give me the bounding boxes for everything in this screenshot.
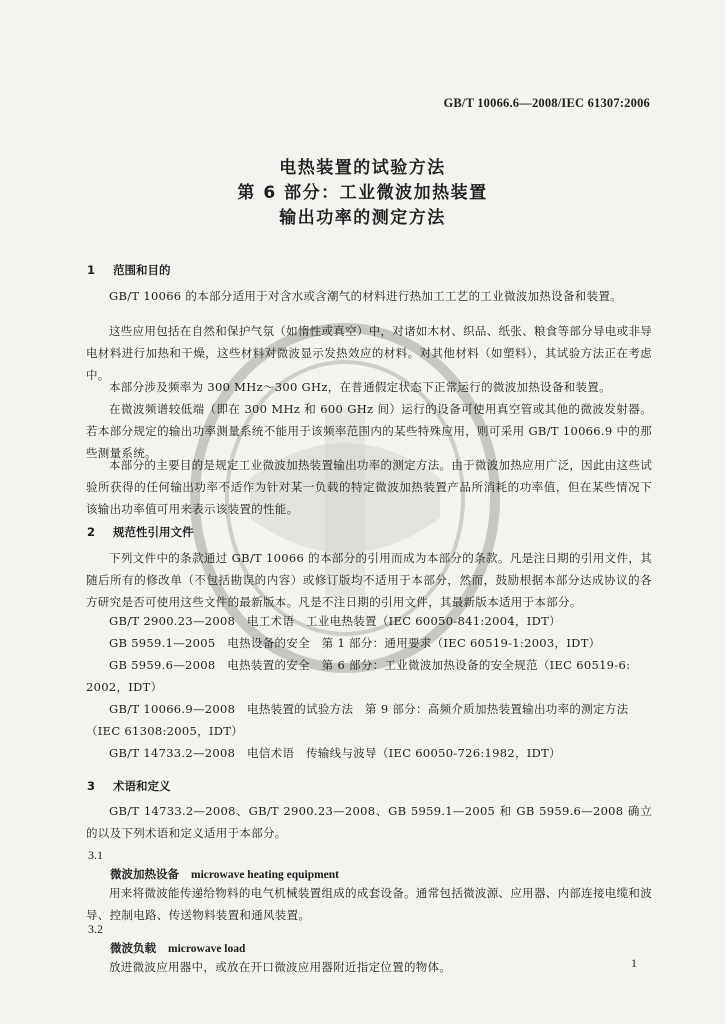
section-2-heading (87, 524, 194, 540)
section-title: 范围和目的 (113, 263, 171, 277)
paragraph: GB/T 10066 的本部分适用于对含水或含潮气的材料进行热加工工艺的工业微波加热设备和装置。 (109, 289, 622, 303)
term-en: microwave load (168, 943, 246, 955)
paragraph: 本部分的主要目的是规定工业微波加热装置输出功率的测定方法。由于微波加热应用广泛，因此由这些试验所获得的任何输出功率不适作为针对某一负载的特定微波加热装置产品所消耗的功率值，但在某些情况下该输出功率值可用来表示该装置的性能。 (86, 458, 652, 516)
document-title-line-2: 第 6 部分：工业微波加热装置 (237, 183, 488, 203)
normative-reference: GB/T 14733.2—2008 电信术语 传输线与波导（IEC 60050-726:1982，IDT） (109, 746, 561, 760)
term-definition: 用来将微波能传递给物料的电气机械装置组成的成套设备。通常包括微波源、应用器、内部连接电缆和波导、控制电路、传送物料装置和通风装置。 (86, 886, 652, 922)
term-definition: 放进微波应用器中，或放在开口微波应用器附近指定位置的物体。 (109, 960, 452, 974)
normative-reference: GB/T 10066.9—2008 电热装置的试验方法 第 9 部分：高频介质加热装置输出功率的测定方法 (109, 702, 629, 716)
clause-number: 3.2 (88, 922, 103, 936)
normative-reference: GB 5959.6—2008 电热装置的安全 第 6 部分：工业微波加热设备的安全规范（IEC 60519-6: (109, 658, 631, 672)
section-title: 规范性引用文件 (113, 525, 194, 539)
standard-number: GB/T 10066.6—2008/IEC 61307:2006 (443, 96, 650, 110)
paragraph: 在微波频谱较低端（即在 300 MHz 和 600 GHz 间）运行的设备可使用真空管或其他的微波发射器。若本部分规定的输出功率测量系统不能用于该频率范围内的某些特殊应用，则可采用 GB/T 10066.9 中的那些测量系统。 (86, 402, 652, 460)
section-1-heading (87, 262, 171, 278)
paragraph: 本部分涉及频率为 300 MHz～300 GHz，在普通假定状态下正常运行的微波加热设备和装置。 (109, 380, 611, 394)
section-number: 2 (87, 525, 96, 539)
section-3-heading (87, 778, 171, 794)
clause-number: 3.1 (88, 848, 103, 862)
normative-reference-continuation: 2002，IDT） (86, 680, 163, 694)
normative-reference: GB/T 2900.23—2008 电工术语 工业电热装置（IEC 60050-841:2004，IDT） (109, 614, 561, 628)
document-title-line-1: 电热装置的试验方法 (279, 158, 446, 178)
term-en: microwave heating equipment (191, 869, 340, 881)
paragraph: 这些应用包括在自然和保护气氛（如惰性或真空）中，对诸如木材、织品、纸张、粮食等部分导电或非导电材料进行加热和干燥，这些材料对微波显示发热效应的材料。对其他材料（如塑料），其试验方法正在考虑中。 (86, 324, 652, 382)
term-heading (110, 940, 245, 956)
normative-reference-continuation: （IEC 61308:2005，IDT） (86, 724, 244, 738)
normative-reference: GB 5959.1—2005 电热设备的安全 第 1 部分：通用要求（IEC 60519-1:2003，IDT） (109, 636, 601, 650)
term-zh: 微波加热设备 (110, 867, 179, 881)
section-number: 1 (87, 263, 96, 277)
page-number: 1 (631, 956, 637, 970)
term-heading (110, 866, 339, 882)
paragraph: GB/T 14733.2—2008、GB/T 2900.23—2008、GB 5959.1—2005 和 GB 5959.6—2008 确立的以及下列术语和定义适用于本部分。 (86, 804, 652, 840)
section-title: 术语和定义 (113, 779, 171, 793)
document-title-line-3: 输出功率的测定方法 (279, 208, 446, 228)
section-number: 3 (87, 779, 96, 793)
paragraph: 下列文件中的条款通过 GB/T 10066 的本部分的引用而成为本部分的条款。凡是注日期的引用文件，其随后所有的修改单（不包括勘误的内容）或修订版均不适用于本部分，然而，鼓励根据本部分达成协议的各方研究是否可使用这些文件的最新版本。凡是不注日期的引用文件，其最新版本适用于本部分。 (86, 551, 652, 609)
term-zh: 微波负载 (110, 941, 156, 955)
